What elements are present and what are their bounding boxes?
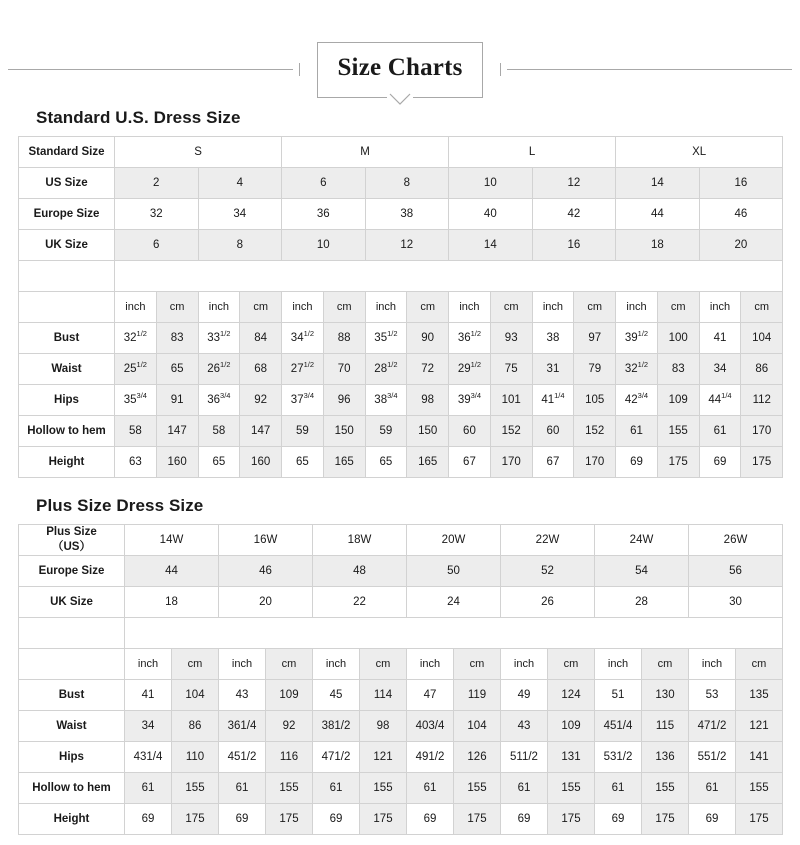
unit-cell: cm [741, 292, 783, 323]
cell: 41 [699, 323, 741, 354]
unit-cell: cm [574, 292, 616, 323]
standard-section-heading: Standard U.S. Dress Size [36, 108, 241, 127]
cell: 98 [407, 385, 449, 416]
cell: 72 [407, 354, 449, 385]
cell: 51 [595, 680, 642, 711]
cell: 8 [198, 230, 282, 261]
cell: 147 [156, 416, 198, 447]
cell: 20 [699, 230, 783, 261]
size-group-cell: S [115, 137, 282, 168]
cell: 110 [172, 742, 219, 773]
cell: 130 [642, 680, 689, 711]
cell: 68 [240, 354, 282, 385]
cell: 41 [125, 680, 172, 711]
cell: 31 [532, 354, 574, 385]
table-row-units [19, 649, 783, 680]
cell: 34 [198, 199, 282, 230]
cell: 109 [266, 680, 313, 711]
unit-cell: cm [657, 292, 699, 323]
unit-cell: inch [219, 649, 266, 680]
table-row [19, 773, 783, 804]
header-rule-right [507, 69, 792, 70]
unit-cell: inch [313, 649, 360, 680]
cell: 155 [266, 773, 313, 804]
cell: $36^{1/2}$ [449, 323, 491, 354]
cell: 16 [532, 230, 616, 261]
cell: 165 [407, 447, 449, 478]
table-row [19, 556, 783, 587]
cell: 109 [657, 385, 699, 416]
cell: 83 [657, 354, 699, 385]
table-row [19, 354, 783, 385]
cell: 471/2 [689, 711, 736, 742]
table-row [19, 323, 783, 354]
unit-cell: inch [282, 292, 324, 323]
cell: 47 [407, 680, 454, 711]
cell: 91 [156, 385, 198, 416]
cell: 65 [198, 447, 240, 478]
row-label-line1: Plus Size [46, 526, 97, 538]
cell: $32^{1/2}$ [616, 354, 658, 385]
unit-cell: inch [365, 292, 407, 323]
cell: 58 [115, 416, 157, 447]
unit-cell: cm [156, 292, 198, 323]
cell: $33^{1/2}$ [198, 323, 240, 354]
cell: 121 [360, 742, 407, 773]
size-group-cell: 22W [501, 525, 595, 556]
cell: 6 [282, 168, 366, 199]
cell: 175 [266, 804, 313, 835]
cell: 34 [125, 711, 172, 742]
cell: 126 [454, 742, 501, 773]
cell: $42^{3/4}$ [616, 385, 658, 416]
cell: 152 [490, 416, 532, 447]
cell: 54 [595, 556, 689, 587]
cell: 61 [407, 773, 454, 804]
cell: $32^{1/2}$ [115, 323, 157, 354]
unit-cell: inch [699, 292, 741, 323]
cell: 115 [642, 711, 689, 742]
cell: $39^{3/4}$ [449, 385, 491, 416]
chevron-down-icon [387, 91, 413, 107]
cell: $35^{1/2}$ [365, 323, 407, 354]
cell: 2 [115, 168, 199, 199]
cell: 451/2 [219, 742, 266, 773]
size-group-cell: 26W [689, 525, 783, 556]
cell: 69 [689, 804, 736, 835]
plus-size-section [0, 496, 800, 835]
cell: 43 [219, 680, 266, 711]
cell: 97 [574, 323, 616, 354]
cell [19, 261, 115, 292]
cell: 10 [282, 230, 366, 261]
cell: 14 [449, 230, 533, 261]
unit-cell: inch [689, 649, 736, 680]
size-group-cell: 16W [219, 525, 313, 556]
size-group-cell: XL [616, 137, 783, 168]
page-title: Size Charts [327, 54, 472, 82]
cell: 63 [115, 447, 157, 478]
cell: 112 [741, 385, 783, 416]
cell: 403/4 [407, 711, 454, 742]
cell: 170 [490, 447, 532, 478]
cell: 69 [407, 804, 454, 835]
cell: 42 [532, 199, 616, 230]
cell: 75 [490, 354, 532, 385]
cell: 147 [240, 416, 282, 447]
cell: 83 [156, 323, 198, 354]
cell: 70 [323, 354, 365, 385]
cell: 46 [699, 199, 783, 230]
cell: 16 [699, 168, 783, 199]
cell: 24 [407, 587, 501, 618]
cell: $39^{1/2}$ [616, 323, 658, 354]
cell: 381/2 [313, 711, 360, 742]
unit-cell: inch [407, 649, 454, 680]
table-row [19, 680, 783, 711]
cell: 93 [490, 323, 532, 354]
table-row [19, 742, 783, 773]
cell: 69 [595, 804, 642, 835]
cell: 61 [689, 773, 736, 804]
table-row [19, 137, 783, 168]
cell: 100 [657, 323, 699, 354]
cell: 61 [699, 416, 741, 447]
cell: 12 [365, 230, 449, 261]
cell: 511/2 [501, 742, 548, 773]
cell: 28 [595, 587, 689, 618]
unit-cell: cm [323, 292, 365, 323]
cell: 58 [198, 416, 240, 447]
row-label: Europe Size [19, 556, 125, 587]
cell: 531/2 [595, 742, 642, 773]
header-tick-left [299, 63, 300, 76]
cell: 150 [323, 416, 365, 447]
row-label [19, 292, 115, 323]
cell: 155 [642, 773, 689, 804]
cell: 175 [360, 804, 407, 835]
cell: 175 [736, 804, 783, 835]
cell: 155 [454, 773, 501, 804]
row-label: Hollow to hem [19, 773, 125, 804]
row-label: Bust [19, 323, 115, 354]
plus-size-table [18, 524, 783, 835]
cell: 124 [548, 680, 595, 711]
cell: 65 [282, 447, 324, 478]
size-group-cell: L [449, 137, 616, 168]
table-row [19, 230, 783, 261]
cell: 32 [115, 199, 199, 230]
unit-cell: cm [548, 649, 595, 680]
cell: $27^{1/2}$ [282, 354, 324, 385]
cell: 155 [548, 773, 595, 804]
cell: 160 [156, 447, 198, 478]
cell: 46 [219, 556, 313, 587]
cell: 109 [548, 711, 595, 742]
cell: 61 [595, 773, 642, 804]
row-label [19, 649, 125, 680]
row-label [19, 525, 125, 556]
cell: 136 [642, 742, 689, 773]
cell: 155 [736, 773, 783, 804]
unit-cell: inch [501, 649, 548, 680]
plus-section-heading: Plus Size Dress Size [36, 496, 204, 515]
unit-cell: cm [360, 649, 407, 680]
cell: $44^{1/4}$ [699, 385, 741, 416]
cell: 61 [313, 773, 360, 804]
cell: 92 [266, 711, 313, 742]
cell [115, 261, 783, 292]
cell: 60 [532, 416, 574, 447]
table-row-units [19, 292, 783, 323]
cell: 56 [689, 556, 783, 587]
unit-cell: cm [642, 649, 689, 680]
cell: 451/4 [595, 711, 642, 742]
cell: 175 [642, 804, 689, 835]
cell: 114 [360, 680, 407, 711]
size-group-cell: 14W [125, 525, 219, 556]
cell: 12 [532, 168, 616, 199]
cell: 36 [282, 199, 366, 230]
unit-cell: cm [454, 649, 501, 680]
cell: 22 [313, 587, 407, 618]
cell: 34 [699, 354, 741, 385]
cell: 92 [240, 385, 282, 416]
cell: 18 [125, 587, 219, 618]
cell: 150 [407, 416, 449, 447]
cell: 61 [616, 416, 658, 447]
cell: 52 [501, 556, 595, 587]
size-group-cell: 20W [407, 525, 501, 556]
unit-cell: cm [266, 649, 313, 680]
cell: 59 [365, 416, 407, 447]
row-label-line2: （US） [52, 541, 91, 553]
cell: $41^{1/4}$ [532, 385, 574, 416]
cell: $29^{1/2}$ [449, 354, 491, 385]
row-label: Standard Size [19, 137, 115, 168]
cell: 175 [657, 447, 699, 478]
table-row [19, 525, 783, 556]
unit-cell: inch [616, 292, 658, 323]
cell: 18 [616, 230, 700, 261]
unit-cell: inch [198, 292, 240, 323]
cell: 86 [741, 354, 783, 385]
cell: 131 [548, 742, 595, 773]
cell: 38 [365, 199, 449, 230]
cell: 101 [490, 385, 532, 416]
cell: 155 [360, 773, 407, 804]
cell: 165 [323, 447, 365, 478]
unit-cell: cm [172, 649, 219, 680]
cell: 104 [741, 323, 783, 354]
cell: 175 [172, 804, 219, 835]
unit-cell: cm [736, 649, 783, 680]
standard-size-table [18, 136, 783, 478]
cell: $26^{1/2}$ [198, 354, 240, 385]
cell: 4 [198, 168, 282, 199]
row-label: Europe Size [19, 199, 115, 230]
cell: 471/2 [313, 742, 360, 773]
cell: 491/2 [407, 742, 454, 773]
cell: 175 [548, 804, 595, 835]
table-row [19, 385, 783, 416]
cell: 104 [172, 680, 219, 711]
cell: 61 [219, 773, 266, 804]
table-row [19, 587, 783, 618]
cell: $25^{1/2}$ [115, 354, 157, 385]
cell: 69 [313, 804, 360, 835]
cell [19, 618, 125, 649]
cell: 431/4 [125, 742, 172, 773]
unit-cell: cm [407, 292, 449, 323]
row-label: Hips [19, 385, 115, 416]
cell: 67 [532, 447, 574, 478]
cell: 44 [616, 199, 700, 230]
header-tick-right [500, 63, 501, 76]
cell: 61 [501, 773, 548, 804]
page-header [0, 0, 800, 108]
cell: 121 [736, 711, 783, 742]
cell: 104 [454, 711, 501, 742]
cell: 175 [454, 804, 501, 835]
cell: 79 [574, 354, 616, 385]
cell: 155 [172, 773, 219, 804]
row-label: US Size [19, 168, 115, 199]
cell: 69 [125, 804, 172, 835]
row-label: UK Size [19, 587, 125, 618]
cell: 40 [449, 199, 533, 230]
cell: 6 [115, 230, 199, 261]
table-row [19, 711, 783, 742]
table-row-spacer [19, 618, 783, 649]
cell: 160 [240, 447, 282, 478]
row-label: Hips [19, 742, 125, 773]
cell: $35^{3/4}$ [115, 385, 157, 416]
cell: 48 [313, 556, 407, 587]
cell: 551/2 [689, 742, 736, 773]
cell: 69 [219, 804, 266, 835]
cell: $36^{3/4}$ [198, 385, 240, 416]
cell: $28^{1/2}$ [365, 354, 407, 385]
table-row [19, 168, 783, 199]
cell: 84 [240, 323, 282, 354]
header-rule-left [8, 69, 293, 70]
cell: 361/4 [219, 711, 266, 742]
cell: 141 [736, 742, 783, 773]
cell: 8 [365, 168, 449, 199]
cell [125, 618, 783, 649]
row-label: Waist [19, 711, 125, 742]
cell: 44 [125, 556, 219, 587]
unit-cell: inch [532, 292, 574, 323]
cell: 155 [657, 416, 699, 447]
cell: $34^{1/2}$ [282, 323, 324, 354]
cell: 50 [407, 556, 501, 587]
table-row-spacer [19, 261, 783, 292]
cell: 60 [449, 416, 491, 447]
row-label: UK Size [19, 230, 115, 261]
cell: 20 [219, 587, 313, 618]
cell: 170 [574, 447, 616, 478]
row-label: Height [19, 804, 125, 835]
row-label: Waist [19, 354, 115, 385]
unit-cell: inch [449, 292, 491, 323]
cell: 69 [699, 447, 741, 478]
row-label: Hollow to hem [19, 416, 115, 447]
row-label: Bust [19, 680, 125, 711]
unit-cell: cm [490, 292, 532, 323]
cell: 53 [689, 680, 736, 711]
cell: 14 [616, 168, 700, 199]
unit-cell: cm [240, 292, 282, 323]
cell: 98 [360, 711, 407, 742]
table-row [19, 416, 783, 447]
cell: 26 [501, 587, 595, 618]
cell: 49 [501, 680, 548, 711]
cell: 67 [449, 447, 491, 478]
cell: 90 [407, 323, 449, 354]
size-group-cell: M [282, 137, 449, 168]
cell: 65 [365, 447, 407, 478]
cell: 69 [501, 804, 548, 835]
cell: 88 [323, 323, 365, 354]
cell: $37^{3/4}$ [282, 385, 324, 416]
cell: 119 [454, 680, 501, 711]
standard-size-section [0, 108, 800, 478]
cell: 30 [689, 587, 783, 618]
cell: 59 [282, 416, 324, 447]
cell: 96 [323, 385, 365, 416]
size-group-cell: 18W [313, 525, 407, 556]
cell: 170 [741, 416, 783, 447]
cell: 65 [156, 354, 198, 385]
cell: 175 [741, 447, 783, 478]
cell: 61 [125, 773, 172, 804]
cell: 38 [532, 323, 574, 354]
cell: 10 [449, 168, 533, 199]
unit-cell: inch [125, 649, 172, 680]
cell: 43 [501, 711, 548, 742]
cell: $38^{3/4}$ [365, 385, 407, 416]
cell: 116 [266, 742, 313, 773]
cell: 45 [313, 680, 360, 711]
table-row [19, 804, 783, 835]
table-row [19, 199, 783, 230]
size-group-cell: 24W [595, 525, 689, 556]
table-row [19, 447, 783, 478]
unit-cell: inch [595, 649, 642, 680]
cell: 135 [736, 680, 783, 711]
unit-cell: inch [115, 292, 157, 323]
cell: 69 [616, 447, 658, 478]
cell: 152 [574, 416, 616, 447]
cell: 105 [574, 385, 616, 416]
cell: 86 [172, 711, 219, 742]
row-label: Height [19, 447, 115, 478]
